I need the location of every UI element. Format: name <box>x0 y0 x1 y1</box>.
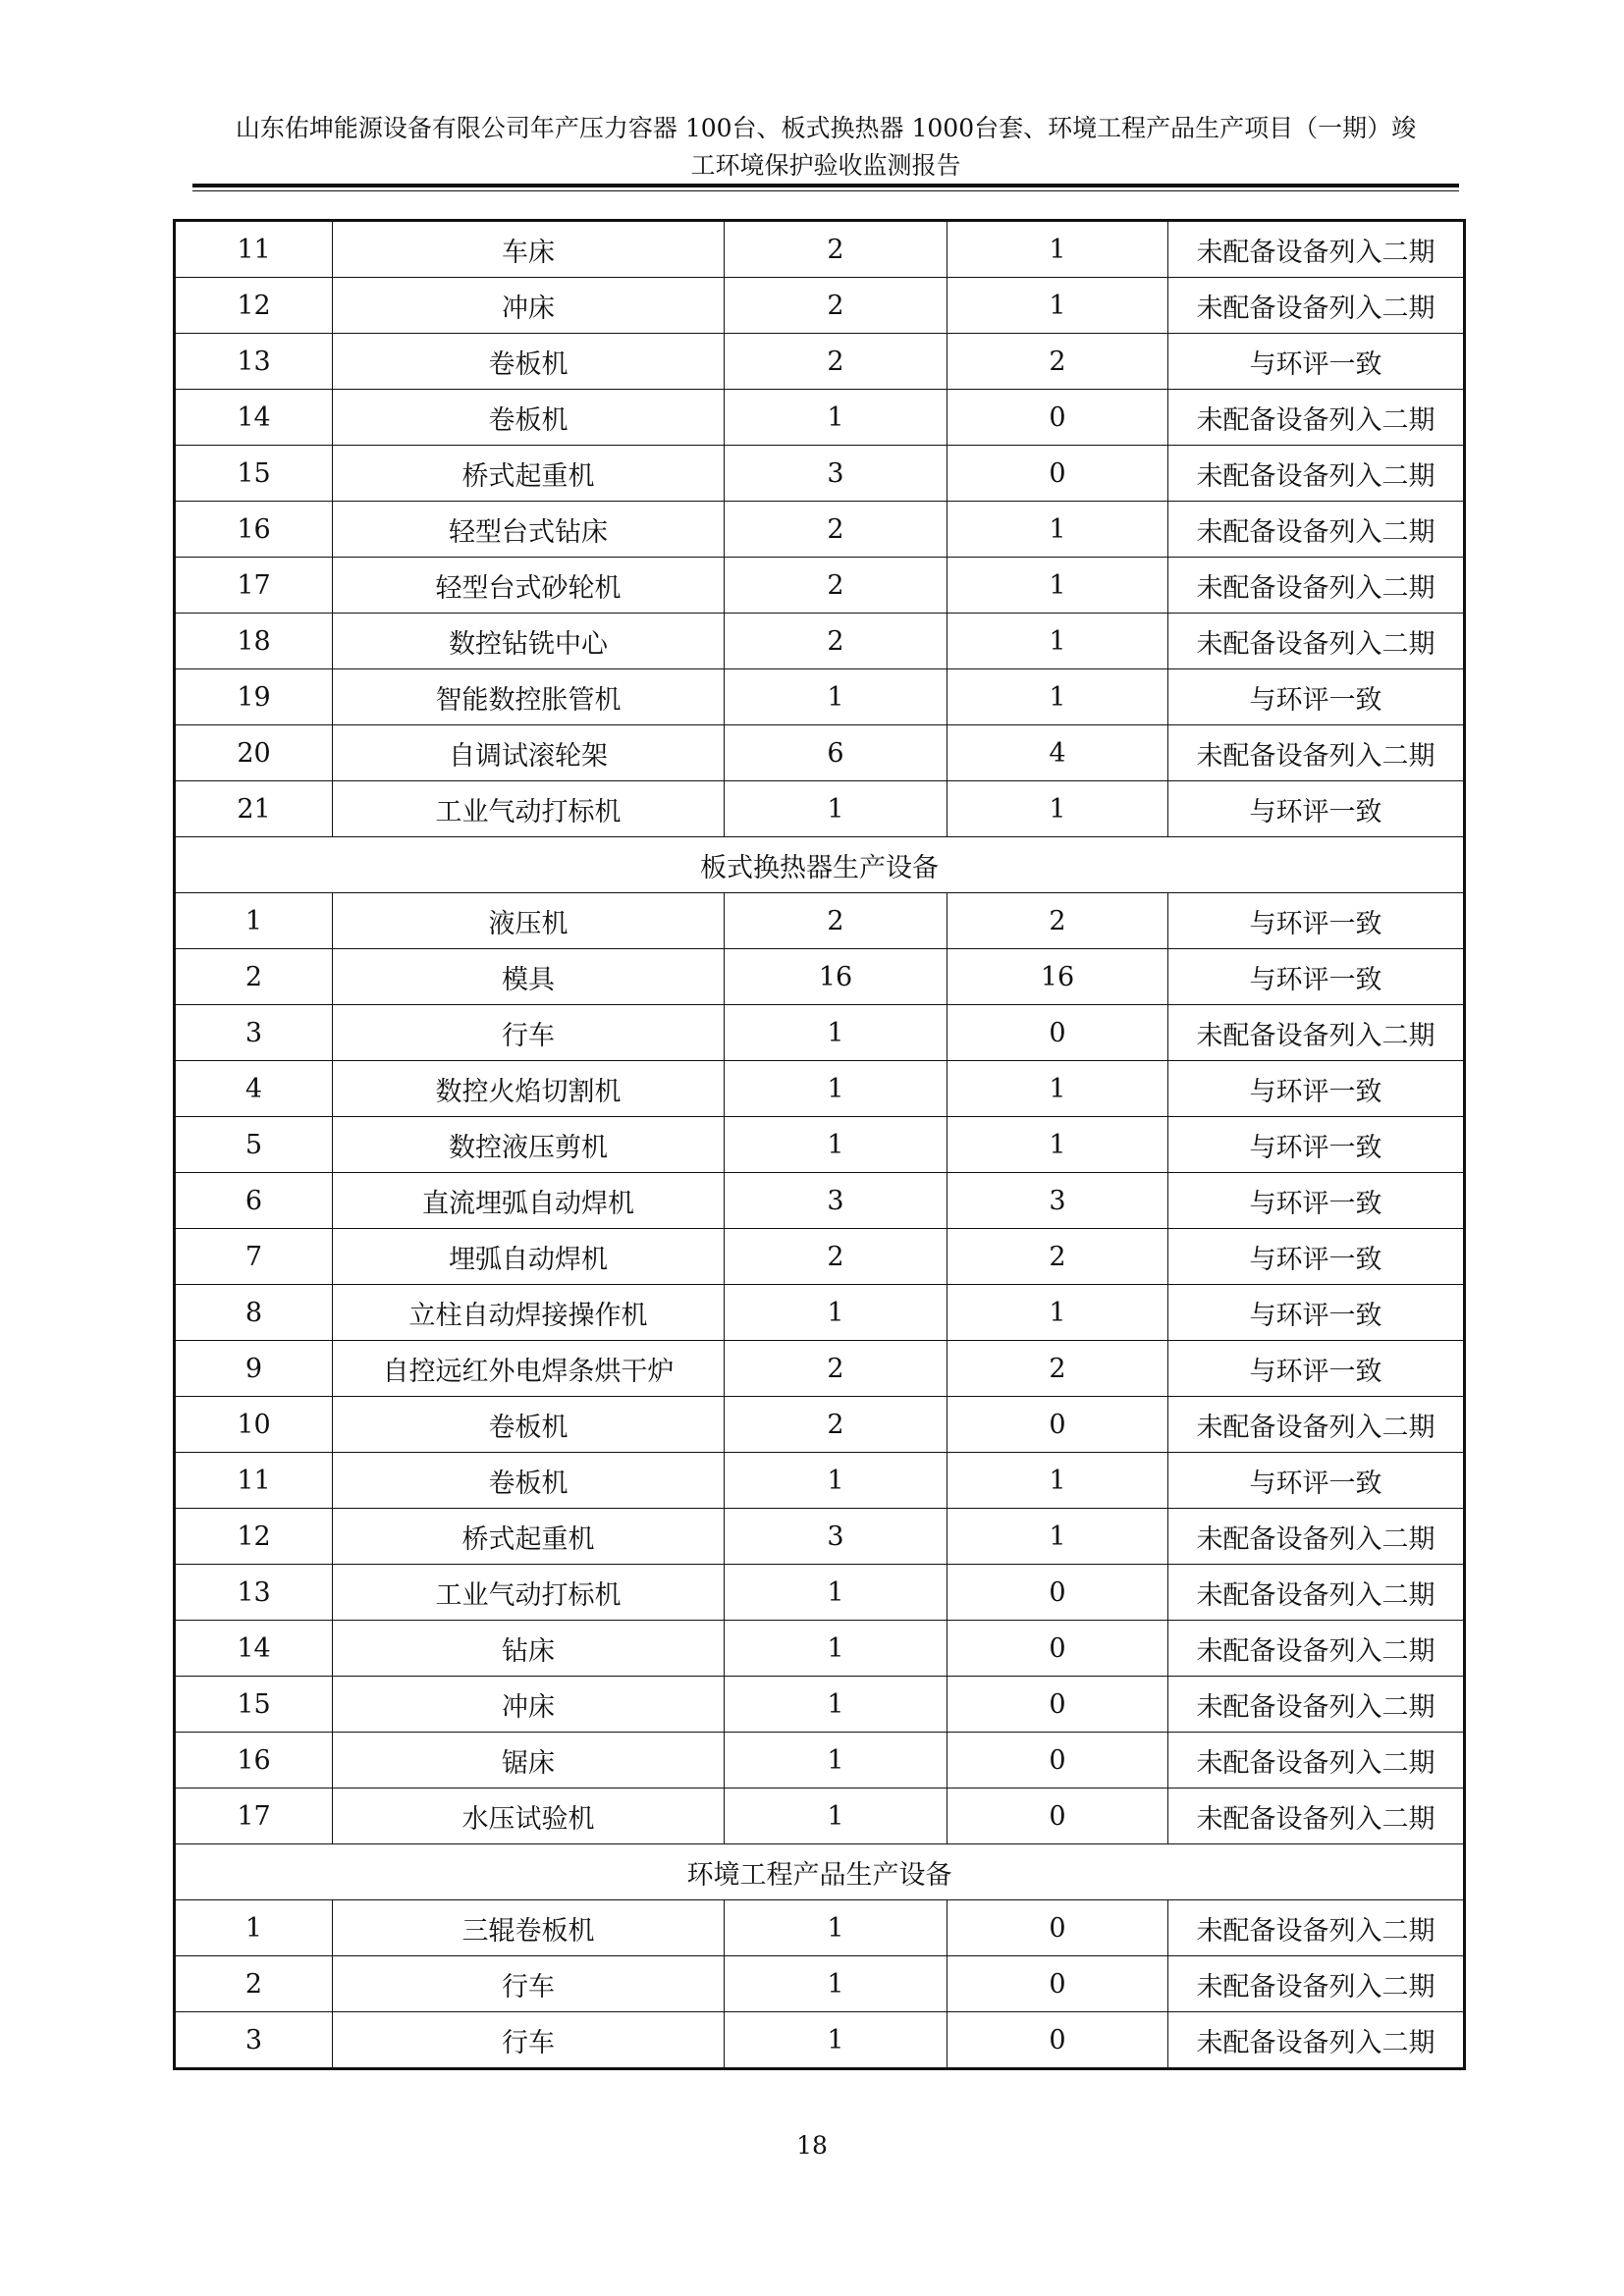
row-number-cell: 15 <box>175 1677 333 1733</box>
equipment-name-cell: 工业气动打标机 <box>333 1565 725 1621</box>
row-number-cell: 12 <box>175 278 333 334</box>
table-row <box>175 1509 1465 1565</box>
table-row <box>175 221 1465 278</box>
remark-cell: 未配备设备列入二期 <box>1168 1900 1465 1956</box>
table-row <box>175 390 1465 446</box>
planned-quantity-cell: 1 <box>725 1900 947 1956</box>
equipment-name-cell: 钻床 <box>333 1621 725 1677</box>
planned-quantity-cell: 1 <box>725 1789 947 1844</box>
planned-quantity-cell: 16 <box>725 949 947 1005</box>
table-row <box>175 1229 1465 1285</box>
planned-quantity-cell: 3 <box>725 1173 947 1229</box>
remark-cell: 未配备设备列入二期 <box>1168 1621 1465 1677</box>
actual-quantity-cell: 0 <box>947 1677 1168 1733</box>
row-number-cell: 2 <box>175 949 333 1005</box>
table-row <box>175 558 1465 614</box>
page-header <box>192 110 1459 185</box>
remark-cell: 与环评一致 <box>1168 1117 1465 1173</box>
table-row <box>175 1453 1465 1509</box>
section-title-cell: 板式换热器生产设备 <box>175 837 1465 893</box>
actual-quantity-cell: 0 <box>947 446 1168 502</box>
actual-quantity-cell: 0 <box>947 1005 1168 1061</box>
planned-quantity-cell: 1 <box>725 669 947 725</box>
equipment-name-cell: 自控远红外电焊条烘干炉 <box>333 1341 725 1397</box>
planned-quantity-cell: 2 <box>725 893 947 949</box>
actual-quantity-cell: 1 <box>947 781 1168 837</box>
row-number-cell: 11 <box>175 1453 333 1509</box>
row-number-cell: 16 <box>175 1733 333 1789</box>
remark-cell: 未配备设备列入二期 <box>1168 502 1465 558</box>
actual-quantity-cell: 0 <box>947 1956 1168 2012</box>
table-row <box>175 502 1465 558</box>
row-number-cell: 17 <box>175 1789 333 1844</box>
planned-quantity-cell: 2 <box>725 614 947 669</box>
equipment-name-cell: 水压试验机 <box>333 1789 725 1844</box>
planned-quantity-cell: 1 <box>725 2012 947 2069</box>
table-row <box>175 1341 1465 1397</box>
row-number-cell: 11 <box>175 221 333 278</box>
equipment-name-cell: 冲床 <box>333 278 725 334</box>
row-number-cell: 12 <box>175 1509 333 1565</box>
remark-cell: 未配备设备列入二期 <box>1168 390 1465 446</box>
equipment-name-cell: 桥式起重机 <box>333 446 725 502</box>
remark-cell: 未配备设备列入二期 <box>1168 1789 1465 1844</box>
actual-quantity-cell: 4 <box>947 725 1168 781</box>
planned-quantity-cell: 2 <box>725 558 947 614</box>
remark-cell: 未配备设备列入二期 <box>1168 278 1465 334</box>
remark-cell: 与环评一致 <box>1168 949 1465 1005</box>
remark-cell: 与环评一致 <box>1168 669 1465 725</box>
section-row <box>175 837 1465 893</box>
row-number-cell: 3 <box>175 1005 333 1061</box>
planned-quantity-cell: 1 <box>725 1061 947 1117</box>
actual-quantity-cell: 1 <box>947 502 1168 558</box>
remark-cell: 未配备设备列入二期 <box>1168 1565 1465 1621</box>
row-number-cell: 19 <box>175 669 333 725</box>
actual-quantity-cell: 2 <box>947 1229 1168 1285</box>
actual-quantity-cell: 2 <box>947 1341 1168 1397</box>
actual-quantity-cell: 0 <box>947 2012 1168 2069</box>
table-row <box>175 446 1465 502</box>
actual-quantity-cell: 2 <box>947 893 1168 949</box>
actual-quantity-cell: 1 <box>947 1453 1168 1509</box>
row-number-cell: 15 <box>175 446 333 502</box>
equipment-name-cell: 立柱自动焊接操作机 <box>333 1285 725 1341</box>
row-number-cell: 20 <box>175 725 333 781</box>
planned-quantity-cell: 1 <box>725 1956 947 2012</box>
table-row <box>175 1677 1465 1733</box>
remark-cell: 未配备设备列入二期 <box>1168 2012 1465 2069</box>
equipment-name-cell: 三辊卷板机 <box>333 1900 725 1956</box>
remark-cell: 未配备设备列入二期 <box>1168 446 1465 502</box>
actual-quantity-cell: 1 <box>947 614 1168 669</box>
equipment-name-cell: 行车 <box>333 2012 725 2069</box>
table-row <box>175 1900 1465 1956</box>
table-row <box>175 1565 1465 1621</box>
planned-quantity-cell: 2 <box>725 1341 947 1397</box>
planned-quantity-cell: 2 <box>725 334 947 390</box>
equipment-name-cell: 数控液压剪机 <box>333 1117 725 1173</box>
row-number-cell: 5 <box>175 1117 333 1173</box>
remark-cell: 未配备设备列入二期 <box>1168 614 1465 669</box>
table-row <box>175 1733 1465 1789</box>
actual-quantity-cell: 1 <box>947 1061 1168 1117</box>
actual-quantity-cell: 0 <box>947 1565 1168 1621</box>
page-number: 18 <box>796 2131 828 2160</box>
equipment-name-cell: 自调试滚轮架 <box>333 725 725 781</box>
actual-quantity-cell: 0 <box>947 390 1168 446</box>
table-row <box>175 725 1465 781</box>
row-number-cell: 4 <box>175 1061 333 1117</box>
planned-quantity-cell: 1 <box>725 1285 947 1341</box>
equipment-name-cell: 卷板机 <box>333 1453 725 1509</box>
actual-quantity-cell: 1 <box>947 558 1168 614</box>
table-row <box>175 1956 1465 2012</box>
row-number-cell: 8 <box>175 1285 333 1341</box>
equipment-name-cell: 行车 <box>333 1956 725 2012</box>
remark-cell: 未配备设备列入二期 <box>1168 558 1465 614</box>
remark-cell: 未配备设备列入二期 <box>1168 1733 1465 1789</box>
equipment-name-cell: 车床 <box>333 221 725 278</box>
equipment-name-cell: 直流埋弧自动焊机 <box>333 1173 725 1229</box>
planned-quantity-cell: 2 <box>725 278 947 334</box>
planned-quantity-cell: 1 <box>725 1453 947 1509</box>
equipment-name-cell: 锯床 <box>333 1733 725 1789</box>
equipment-name-cell: 卷板机 <box>333 1397 725 1453</box>
actual-quantity-cell: 1 <box>947 278 1168 334</box>
actual-quantity-cell: 1 <box>947 1117 1168 1173</box>
table-row <box>175 614 1465 669</box>
header-rule-thin <box>192 190 1459 191</box>
header-line-2: 工环境保护验收监测报告 <box>690 151 961 180</box>
table-row <box>175 1117 1465 1173</box>
table-row <box>175 781 1465 837</box>
planned-quantity-cell: 3 <box>725 446 947 502</box>
equipment-name-cell: 轻型台式钻床 <box>333 502 725 558</box>
table-row <box>175 1285 1465 1341</box>
row-number-cell: 6 <box>175 1173 333 1229</box>
equipment-name-cell: 卷板机 <box>333 390 725 446</box>
row-number-cell: 2 <box>175 1956 333 2012</box>
remark-cell: 与环评一致 <box>1168 1173 1465 1229</box>
table-row <box>175 1397 1465 1453</box>
table-row <box>175 1789 1465 1844</box>
row-number-cell: 14 <box>175 390 333 446</box>
table-row <box>175 949 1465 1005</box>
equipment-name-cell: 卷板机 <box>333 334 725 390</box>
remark-cell: 未配备设备列入二期 <box>1168 1005 1465 1061</box>
actual-quantity-cell: 2 <box>947 334 1168 390</box>
remark-cell: 与环评一致 <box>1168 334 1465 390</box>
row-number-cell: 13 <box>175 334 333 390</box>
row-number-cell: 7 <box>175 1229 333 1285</box>
equipment-name-cell: 智能数控胀管机 <box>333 669 725 725</box>
equipment-table <box>173 219 1466 2070</box>
equipment-table-body <box>175 221 1465 2069</box>
equipment-name-cell: 冲床 <box>333 1677 725 1733</box>
actual-quantity-cell: 0 <box>947 1621 1168 1677</box>
remark-cell: 与环评一致 <box>1168 1453 1465 1509</box>
header-line-1: 山东佑坤能源设备有限公司年产压力容器 100台、板式换热器 1000台套、环境工程产品生产项目（一期）竣 <box>235 114 1417 142</box>
planned-quantity-cell: 6 <box>725 725 947 781</box>
actual-quantity-cell: 16 <box>947 949 1168 1005</box>
row-number-cell: 10 <box>175 1397 333 1453</box>
planned-quantity-cell: 1 <box>725 1733 947 1789</box>
section-title-cell: 环境工程产品生产设备 <box>175 1844 1465 1900</box>
planned-quantity-cell: 2 <box>725 502 947 558</box>
row-number-cell: 3 <box>175 2012 333 2069</box>
planned-quantity-cell: 2 <box>725 221 947 278</box>
actual-quantity-cell: 1 <box>947 221 1168 278</box>
equipment-name-cell: 数控火焰切割机 <box>333 1061 725 1117</box>
table-row <box>175 334 1465 390</box>
planned-quantity-cell: 1 <box>725 1677 947 1733</box>
remark-cell: 未配备设备列入二期 <box>1168 725 1465 781</box>
actual-quantity-cell: 0 <box>947 1900 1168 1956</box>
equipment-name-cell: 数控钻铣中心 <box>333 614 725 669</box>
remark-cell: 未配备设备列入二期 <box>1168 1956 1465 2012</box>
planned-quantity-cell: 3 <box>725 1509 947 1565</box>
table-row <box>175 1061 1465 1117</box>
remark-cell: 与环评一致 <box>1168 893 1465 949</box>
row-number-cell: 14 <box>175 1621 333 1677</box>
row-number-cell: 13 <box>175 1565 333 1621</box>
row-number-cell: 17 <box>175 558 333 614</box>
remark-cell: 与环评一致 <box>1168 1229 1465 1285</box>
planned-quantity-cell: 1 <box>725 781 947 837</box>
table-row <box>175 1621 1465 1677</box>
planned-quantity-cell: 1 <box>725 1005 947 1061</box>
header-rule-thick <box>192 184 1459 187</box>
equipment-name-cell: 轻型台式砂轮机 <box>333 558 725 614</box>
planned-quantity-cell: 1 <box>725 1621 947 1677</box>
table-row <box>175 2012 1465 2069</box>
equipment-name-cell: 工业气动打标机 <box>333 781 725 837</box>
actual-quantity-cell: 1 <box>947 1509 1168 1565</box>
equipment-name-cell: 模具 <box>333 949 725 1005</box>
table-row <box>175 278 1465 334</box>
remark-cell: 未配备设备列入二期 <box>1168 221 1465 278</box>
planned-quantity-cell: 1 <box>725 1117 947 1173</box>
row-number-cell: 1 <box>175 893 333 949</box>
row-number-cell: 1 <box>175 1900 333 1956</box>
planned-quantity-cell: 1 <box>725 390 947 446</box>
remark-cell: 与环评一致 <box>1168 781 1465 837</box>
actual-quantity-cell: 1 <box>947 669 1168 725</box>
remark-cell: 未配备设备列入二期 <box>1168 1397 1465 1453</box>
equipment-name-cell: 桥式起重机 <box>333 1509 725 1565</box>
table-row <box>175 669 1465 725</box>
actual-quantity-cell: 0 <box>947 1789 1168 1844</box>
remark-cell: 未配备设备列入二期 <box>1168 1509 1465 1565</box>
equipment-name-cell: 行车 <box>333 1005 725 1061</box>
planned-quantity-cell: 2 <box>725 1229 947 1285</box>
actual-quantity-cell: 1 <box>947 1285 1168 1341</box>
remark-cell: 与环评一致 <box>1168 1061 1465 1117</box>
table-row <box>175 893 1465 949</box>
remark-cell: 与环评一致 <box>1168 1285 1465 1341</box>
row-number-cell: 16 <box>175 502 333 558</box>
remark-cell: 与环评一致 <box>1168 1341 1465 1397</box>
planned-quantity-cell: 1 <box>725 1565 947 1621</box>
row-number-cell: 9 <box>175 1341 333 1397</box>
remark-cell: 未配备设备列入二期 <box>1168 1677 1465 1733</box>
equipment-name-cell: 液压机 <box>333 893 725 949</box>
equipment-name-cell: 埋弧自动焊机 <box>333 1229 725 1285</box>
table-row <box>175 1005 1465 1061</box>
row-number-cell: 18 <box>175 614 333 669</box>
section-row <box>175 1844 1465 1900</box>
row-number-cell: 21 <box>175 781 333 837</box>
table-row <box>175 1173 1465 1229</box>
actual-quantity-cell: 0 <box>947 1397 1168 1453</box>
actual-quantity-cell: 3 <box>947 1173 1168 1229</box>
actual-quantity-cell: 0 <box>947 1733 1168 1789</box>
planned-quantity-cell: 2 <box>725 1397 947 1453</box>
